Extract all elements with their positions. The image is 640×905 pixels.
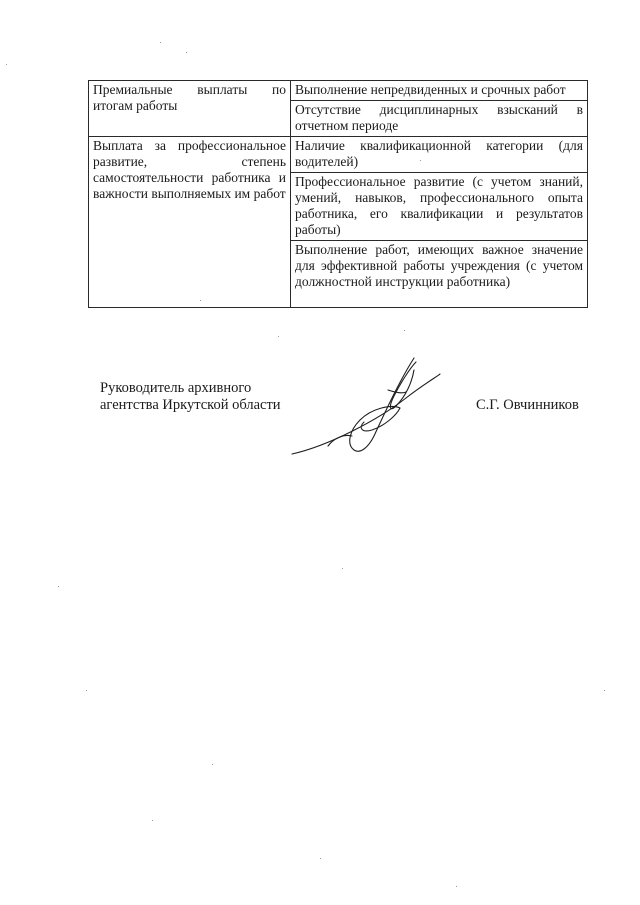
table-cell-criterion: Выполнение работ, имеющих важное значение для эффективной работы учреждения (с учетом должностной инструкции работника): [291, 241, 588, 308]
signer-position: [100, 380, 281, 414]
table-cell-category: Премиальные выплаты по итогам работы: [89, 81, 291, 137]
table-cell-category: Выплата за профессиональное развитие, степень самостоятельности работника и важности выполняемых им работ: [89, 137, 291, 308]
signer-position-line: Руководитель архивного: [100, 380, 252, 396]
table-cell-criterion: Отсутствие дисциплинарных взысканий в отчетном периоде: [291, 101, 588, 137]
table-row: [89, 137, 588, 173]
table-row: [89, 81, 588, 101]
table-cell-criterion: Наличие квалификационной категории (для водителей): [291, 137, 588, 173]
signer-position-line: агентства Иркутской области: [100, 397, 281, 413]
table-cell-criterion: Профессиональное развитие (с учетом знаний, умений, навыков, профессионального опыта работника, его квалификации и результатов работы): [291, 173, 588, 241]
handwritten-signature: [288, 350, 448, 462]
table-cell-criterion: Выполнение непредвиденных и срочных работ: [291, 81, 588, 101]
signer-name: С.Г. Овчинников: [476, 397, 579, 413]
criteria-table: [88, 80, 588, 308]
